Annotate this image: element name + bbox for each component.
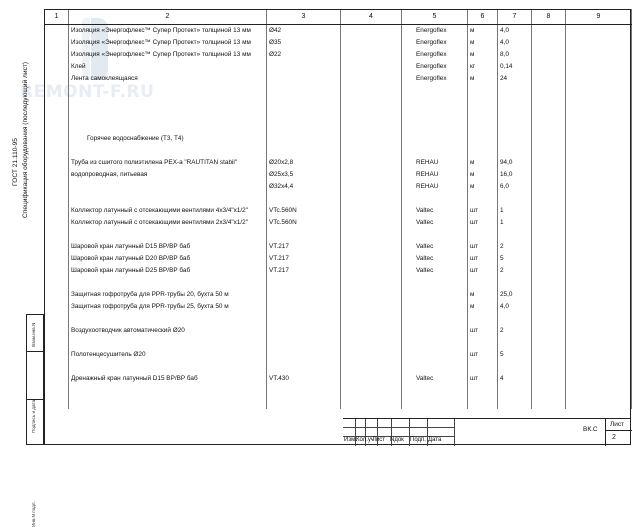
cell-col-6: шт bbox=[468, 205, 498, 217]
cell-col-6: кг bbox=[468, 61, 498, 73]
col-4: 4 bbox=[341, 9, 402, 25]
cell-col-2: Полотенцесушитель Ø20 bbox=[69, 349, 267, 361]
col-6: 6 bbox=[468, 9, 498, 25]
cell-col-2: Горячее водоснабжение (Т3, Т4) bbox=[69, 133, 267, 145]
spec-label: Спецификация оборудования (последующий лист) bbox=[22, 61, 29, 218]
watermark: REMONT-F.RU bbox=[20, 82, 155, 102]
cell-col-6: м bbox=[468, 289, 498, 301]
cell-col-7: 24 bbox=[498, 73, 532, 85]
cell-col-6: шт bbox=[468, 373, 498, 385]
cell-col-7: 2 bbox=[498, 241, 532, 253]
cell-col-6: шт bbox=[468, 217, 498, 229]
col-5: 5 bbox=[402, 9, 468, 25]
cell-col-5: Valtec bbox=[402, 241, 468, 253]
cell-col-7: 1 bbox=[498, 205, 532, 217]
cell-col-3: Ø20x2,8 bbox=[267, 157, 341, 169]
cell-col-7: 4,0 bbox=[498, 37, 532, 49]
cell-col-7: 4,0 bbox=[498, 25, 532, 38]
cell-col-7: 2 bbox=[498, 265, 532, 277]
cell-col-6: м bbox=[468, 73, 498, 85]
gost-label: ГОСТ 21.110-95 bbox=[12, 138, 19, 186]
cell-col-2: Шаровой кран латунный D15 ВР/ВР баб bbox=[69, 241, 267, 253]
cell-col-2: Дренажный кран латунный D15 ВР/ВР баб bbox=[69, 373, 267, 385]
cell-col-5: Energoflex bbox=[402, 61, 468, 73]
col-8: 8 bbox=[532, 9, 566, 25]
cell-col-6: шт bbox=[468, 265, 498, 277]
cell-col-3: Ø22 bbox=[267, 49, 341, 61]
cell-col-2: Коллектор латунный с отсекающими вентилями 4х3/4"x1/2" bbox=[69, 205, 267, 217]
cell-col-2: Изоляция «Энергофлекс™ Супер Протект» толщиной 13 мм bbox=[69, 37, 267, 49]
cell-col-6: м bbox=[468, 181, 498, 193]
tb-podp: Подп. bbox=[410, 437, 426, 443]
cell-col-3: Ø35 bbox=[267, 37, 341, 49]
cell-col-6: шт bbox=[468, 349, 498, 361]
cell-col-6: шт bbox=[468, 241, 498, 253]
col-1: 1 bbox=[45, 9, 69, 25]
tb-izm: Изм. bbox=[344, 437, 357, 443]
cell-col-3: VT.217 bbox=[267, 253, 341, 265]
cell-col-3: Ø25x3,5 bbox=[267, 169, 341, 181]
document-code: ВК.С bbox=[583, 426, 598, 433]
cell-col-7: 1 bbox=[498, 217, 532, 229]
cell-col-2: Шаровой кран латунный D25 ВР/ВР баб bbox=[69, 265, 267, 277]
cell-col-2: Шаровой кран латунный D20 ВР/ВР баб bbox=[69, 253, 267, 265]
col-3: 3 bbox=[267, 9, 341, 25]
cell-col-2: Защитная гофротруба для PPR-трубы 20, бухта 50 м bbox=[69, 289, 267, 301]
tb-list: Лист bbox=[372, 437, 386, 443]
cell-col-3: VT.430 bbox=[267, 373, 341, 385]
tb-kol: Кол.уч bbox=[356, 437, 374, 443]
cell-col-2: Коллектор латунный с отсекающими вентилями 2х3/4"x1/2" bbox=[69, 217, 267, 229]
cell-col-7: 0,14 bbox=[498, 61, 532, 73]
cell-col-7: 5 bbox=[498, 349, 532, 361]
stamp-replace: Взам.инв.N bbox=[31, 322, 36, 347]
col-9: 9 bbox=[566, 9, 632, 25]
cell-col-7: 5 bbox=[498, 253, 532, 265]
cell-col-3: VTc.560N bbox=[267, 205, 341, 217]
cell-col-5: Energoflex bbox=[402, 25, 468, 38]
cell-col-5: REHAU bbox=[402, 181, 468, 193]
cell-col-6: м bbox=[468, 301, 498, 313]
cell-col-3: Ø42 bbox=[267, 25, 341, 38]
cell-col-2: Изоляция «Энергофлекс™ Супер Протект» толщиной 13 мм bbox=[69, 25, 267, 38]
cell-col-6: м bbox=[468, 25, 498, 38]
cell-col-2: Труба из сшитого полиэтилена PEX-a "RAUTITAN stabil" bbox=[69, 157, 267, 169]
cell-col-5: REHAU bbox=[402, 169, 468, 181]
cell-col-6: шт bbox=[468, 253, 498, 265]
tb-ndok: Nдок bbox=[390, 437, 404, 443]
cell-col-2: Защитная гофротруба для PPR-трубы 25, бухта 50 м bbox=[69, 301, 267, 313]
cell-col-7: 16,0 bbox=[498, 169, 532, 181]
col-2: 2 bbox=[69, 9, 267, 25]
cell-col-7: 6,0 bbox=[498, 181, 532, 193]
cell-col-2: водопроводная, питьевая bbox=[69, 169, 267, 181]
cell-col-5: Valtec bbox=[402, 253, 468, 265]
cell-col-6: шт bbox=[468, 325, 498, 337]
cell-col-5: Valtec bbox=[402, 373, 468, 385]
cell-col-7: 2 bbox=[498, 325, 532, 337]
cell-col-2: Воздухоотводчик автоматический Ø20 bbox=[69, 325, 267, 337]
cell-col-7: 4 bbox=[498, 373, 532, 385]
cell-col-6: м bbox=[468, 37, 498, 49]
cell-col-6: м bbox=[468, 49, 498, 61]
cell-col-3: VT.217 bbox=[267, 241, 341, 253]
cell-col-7: 25,0 bbox=[498, 289, 532, 301]
cell-col-7: 8,0 bbox=[498, 49, 532, 61]
drawing-frame bbox=[44, 9, 631, 445]
cell-col-5: Energoflex bbox=[402, 73, 468, 85]
cell-col-5: Valtec bbox=[402, 205, 468, 217]
cell-col-2: Изоляция «Энергофлекс™ Супер Протект» толщиной 13 мм bbox=[69, 49, 267, 61]
left-stamp-column bbox=[26, 314, 44, 527]
col-7: 7 bbox=[498, 9, 532, 25]
cell-col-6: м bbox=[468, 169, 498, 181]
cell-col-5: Energoflex bbox=[402, 37, 468, 49]
cell-col-7: 4,0 bbox=[498, 301, 532, 313]
cell-col-2: Клей bbox=[69, 61, 267, 73]
cell-col-3: Ø32x4,4 bbox=[267, 181, 341, 193]
cell-col-5: Valtec bbox=[402, 217, 468, 229]
sheet-number: 2 bbox=[612, 434, 616, 441]
cell-col-5: REHAU bbox=[402, 157, 468, 169]
cell-col-3: VT.217 bbox=[267, 265, 341, 277]
cell-col-2: Лента самоклеящаяся bbox=[69, 73, 267, 85]
tb-data: Дата bbox=[428, 437, 442, 443]
title-block bbox=[343, 418, 631, 445]
sheet-label: Лист bbox=[610, 421, 625, 428]
cell-col-5: Energoflex bbox=[402, 49, 468, 61]
stamp-signature: Подпись и дата bbox=[31, 399, 36, 433]
cell-col-5: Valtec bbox=[402, 265, 468, 277]
cell-col-6: м bbox=[468, 157, 498, 169]
stamp-inventory: Инв.N подл. bbox=[31, 501, 36, 527]
sheet-box bbox=[605, 419, 631, 446]
cell-col-7: 94,0 bbox=[498, 157, 532, 169]
side-stamp bbox=[6, 61, 40, 218]
cell-col-3: VTc.560N bbox=[267, 217, 341, 229]
